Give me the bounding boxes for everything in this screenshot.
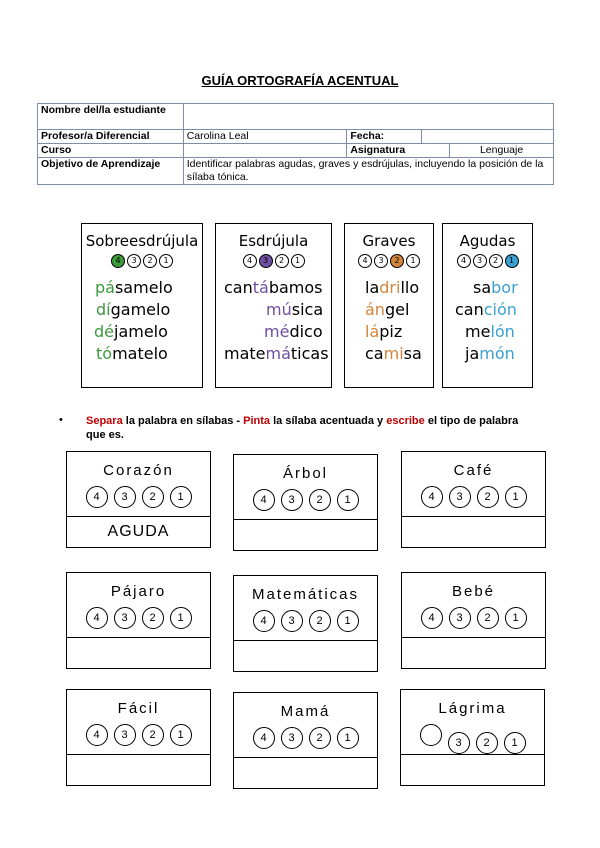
syllable-circle[interactable]: 2: [309, 727, 331, 749]
profesor-value: Carolina Leal: [183, 130, 347, 144]
category-box-agudas: [442, 223, 533, 388]
answer-field[interactable]: [401, 516, 546, 548]
syllable-circle[interactable]: 3: [114, 486, 136, 508]
syllable-circle[interactable]: 4: [253, 610, 275, 632]
answer-field[interactable]: [401, 637, 546, 669]
syllable-circle[interactable]: 2: [476, 732, 498, 754]
curso-field[interactable]: [183, 144, 347, 158]
syllable-circles: [443, 254, 532, 268]
syllable-circle[interactable]: 2: [142, 607, 164, 629]
exercise-card: [233, 454, 378, 551]
exercise-word: Lágrima: [438, 700, 507, 717]
syllable-circle: 4: [111, 254, 125, 268]
instruction-verb-separa: Separa: [86, 415, 123, 427]
category-title: Agudas: [459, 232, 516, 250]
syllable-circles: [67, 486, 210, 508]
profesor-label: Profesor/a Diferencial: [38, 130, 184, 144]
student-info-table: [37, 103, 554, 185]
syllable-circle[interactable]: 4: [86, 724, 108, 746]
syllable-circle[interactable]: 2: [142, 486, 164, 508]
syllable-circle[interactable]: 1: [337, 489, 359, 511]
example-word: canción: [455, 300, 517, 319]
syllable-circle[interactable]: 4: [421, 486, 443, 508]
syllable-circle: 1: [406, 254, 420, 268]
syllable-circle[interactable]: 2: [309, 489, 331, 511]
example-word: lápiz: [365, 322, 403, 341]
answer-field[interactable]: [66, 754, 211, 786]
syllable-circle[interactable]: 4: [86, 607, 108, 629]
example-word: sabor: [473, 278, 518, 297]
syllable-circles: [401, 724, 544, 754]
exercise-word: Corazón: [103, 462, 174, 479]
syllable-circle[interactable]: 3: [281, 610, 303, 632]
syllable-circle[interactable]: 1: [170, 724, 192, 746]
syllable-circle[interactable]: 1: [337, 610, 359, 632]
syllable-circle[interactable]: 3: [449, 607, 471, 629]
syllable-circle[interactable]: [420, 724, 442, 746]
objetivo-value: Identificar palabras agudas, graves y esdrújulas, incluyendo la posición de la sílaba tónica.: [183, 158, 553, 185]
syllable-circle: 1: [505, 254, 519, 268]
exercise-card: [66, 451, 211, 548]
exercise-word: Mamá: [280, 703, 331, 720]
syllable-circle[interactable]: 2: [142, 724, 164, 746]
syllable-circle: 4: [358, 254, 372, 268]
exercise-card: [400, 689, 545, 786]
syllable-circles: [234, 727, 377, 749]
syllable-circle[interactable]: 3: [281, 727, 303, 749]
example-word: camisa: [365, 344, 422, 363]
category-title: Esdrújula: [238, 232, 309, 250]
example-word: médico: [264, 322, 323, 341]
exercise-card: [401, 451, 546, 548]
objetivo-label: Objetivo de Aprendizaje: [38, 158, 184, 185]
syllable-circle[interactable]: 4: [421, 607, 443, 629]
nombre-label: Nombre del/la estudiante: [38, 104, 184, 130]
syllable-circles: [82, 254, 202, 268]
syllable-circles: [234, 610, 377, 632]
nombre-field[interactable]: [183, 104, 553, 130]
instruction-part: la sílaba acentuada y: [270, 415, 387, 427]
example-word: tómatelo: [96, 344, 168, 363]
exercise-card: [401, 572, 546, 669]
asignatura-label: Asignatura: [347, 144, 450, 158]
exercise-card: [233, 575, 378, 672]
answer-field[interactable]: AGUDA: [66, 516, 211, 548]
instruction-part: el tipo de palabra que es.: [86, 415, 519, 441]
answer-field[interactable]: [233, 519, 378, 551]
syllable-circle[interactable]: 1: [505, 486, 527, 508]
instruction-part: la palabra en sílabas -: [122, 415, 244, 427]
syllable-circle[interactable]: 3: [448, 732, 470, 754]
category-title: Sobreesdrújula: [85, 232, 199, 250]
syllable-circle[interactable]: 1: [337, 727, 359, 749]
example-word: música: [266, 300, 324, 319]
syllable-circle: 3: [127, 254, 141, 268]
syllable-circle[interactable]: 4: [253, 489, 275, 511]
exercise-card: [66, 572, 211, 669]
exercise-word: Fácil: [117, 700, 160, 717]
fecha-field[interactable]: [422, 130, 554, 144]
syllable-circle[interactable]: 3: [281, 489, 303, 511]
syllable-circle[interactable]: 4: [253, 727, 275, 749]
asignatura-value: Lenguaje: [450, 144, 554, 158]
syllable-circle[interactable]: 1: [504, 732, 526, 754]
category-box-sobreesdrujula: [81, 223, 203, 388]
example-word: pásamelo: [95, 278, 173, 297]
answer-field[interactable]: [66, 637, 211, 669]
answer-field[interactable]: [233, 757, 378, 789]
category-box-esdrujula: [215, 223, 332, 388]
syllable-circles: [402, 486, 545, 508]
syllable-circles: [345, 254, 433, 268]
example-word: ladrillo: [365, 278, 420, 297]
syllable-circles: [67, 724, 210, 746]
syllable-circle[interactable]: 1: [170, 486, 192, 508]
syllable-circle[interactable]: 2: [477, 607, 499, 629]
syllable-circle: 2: [390, 254, 404, 268]
exercise-word: Pájaro: [110, 583, 167, 600]
syllable-circle[interactable]: 3: [114, 724, 136, 746]
syllable-circle: 4: [243, 254, 257, 268]
exercise-card: [66, 689, 211, 786]
syllable-circle: 2: [489, 254, 503, 268]
syllable-circles: [67, 607, 210, 629]
syllable-circles: [216, 254, 331, 268]
syllable-circles: [234, 489, 377, 511]
syllable-circle[interactable]: 2: [309, 610, 331, 632]
exercise-word: Bebé: [451, 583, 496, 600]
syllable-circle[interactable]: 1: [170, 607, 192, 629]
exercise-word: Matemáticas: [251, 586, 360, 603]
syllable-circle: 2: [143, 254, 157, 268]
syllable-circle: 3: [374, 254, 388, 268]
page-title: GUÍA ORTOGRAFÍA ACENTUAL: [201, 73, 399, 88]
exercise-word: Árbol: [282, 465, 329, 482]
answer-field[interactable]: [400, 754, 545, 786]
syllable-circle: 2: [275, 254, 289, 268]
instruction-verb-pinta: Pinta: [243, 415, 271, 427]
example-word: matemáticas: [224, 344, 329, 363]
syllable-circle: 1: [291, 254, 305, 268]
syllable-circle: 3: [259, 254, 273, 268]
syllable-circle: 1: [159, 254, 173, 268]
curso-label: Curso: [38, 144, 184, 158]
example-word: cantábamos: [224, 278, 323, 297]
answer-field[interactable]: [233, 640, 378, 672]
instruction-verb-escribe: escribe: [386, 415, 425, 427]
syllable-circle[interactable]: 3: [114, 607, 136, 629]
syllable-circle: 4: [457, 254, 471, 268]
syllable-circle[interactable]: 4: [86, 486, 108, 508]
bullet-icon: •: [59, 414, 63, 426]
fecha-label: Fecha:: [347, 130, 422, 144]
exercise-word: Café: [453, 462, 494, 479]
syllable-circles: [402, 607, 545, 629]
syllable-circle: 3: [473, 254, 487, 268]
instruction-text: [86, 414, 526, 442]
example-word: jamón: [465, 344, 515, 363]
example-word: dígamelo: [96, 300, 171, 319]
example-word: ángel: [365, 300, 410, 319]
syllable-circle[interactable]: 3: [449, 486, 471, 508]
syllable-circle[interactable]: 1: [505, 607, 527, 629]
category-title: Graves: [362, 232, 416, 250]
exercise-card: [233, 692, 378, 789]
category-box-graves: [344, 223, 434, 388]
syllable-circle[interactable]: 2: [477, 486, 499, 508]
example-word: melón: [465, 322, 515, 341]
example-word: déjamelo: [94, 322, 168, 341]
